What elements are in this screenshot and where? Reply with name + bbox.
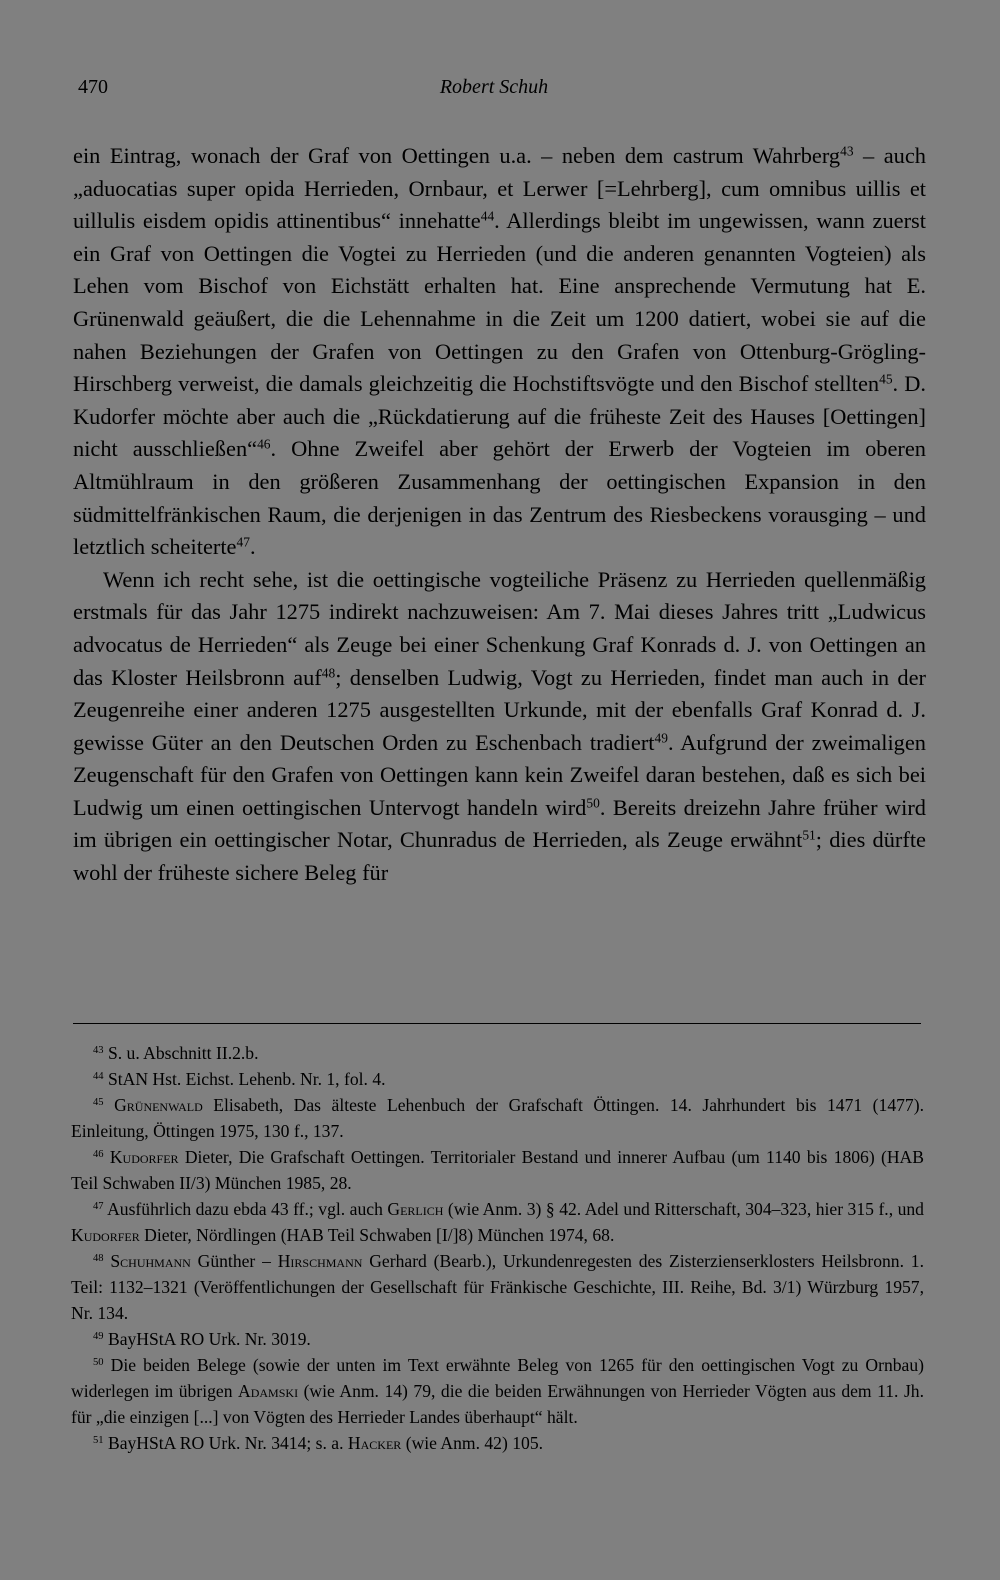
- text-run: . D. Kudorfer möchte aber auch die „Rückdatierung auf die früheste Zeit des Hauses [Oettingen] nicht ausschließen“: [73, 371, 926, 462]
- footnote-number: 45: [93, 1097, 104, 1109]
- footnote-text: Ausführlich dazu ebda 43 ff.; vgl. auch: [107, 1199, 388, 1219]
- footnote-44: [71, 1066, 924, 1092]
- author-name: Gerlich: [387, 1199, 444, 1219]
- footnote-48: [71, 1248, 924, 1326]
- footnote-ref-48[interactable]: 48: [321, 665, 336, 681]
- text-run: ; denselben Ludwig, Vogt zu Herrieden, findet man auch in der Zeugenreihe einer anderen 1275 ausgestellten Urkunde, mit der ebenfalls Graf Konrad d. J. gewisse Güter an den Deutschen Orden zu Eschenbach tradiert: [73, 664, 926, 755]
- footnotes: [71, 1040, 924, 1456]
- footnote-ref-50[interactable]: 50: [586, 795, 600, 811]
- footnote-ref-43[interactable]: 43: [840, 143, 854, 159]
- paragraph-1: [73, 140, 926, 564]
- footnote-46: [71, 1144, 924, 1196]
- running-head: Robert Schuh: [439, 76, 549, 98]
- author-name: Schuhmann: [110, 1251, 191, 1271]
- footnote-45: [71, 1092, 924, 1144]
- footnote-number: 43: [93, 1045, 104, 1057]
- footnote-50: [71, 1352, 924, 1430]
- author-name: Kudorfer: [71, 1225, 140, 1245]
- text-run: .: [249, 534, 256, 560]
- text-run: ; dies dürfte wohl der früheste sichere Beleg für: [73, 827, 926, 886]
- footnote-number: 47: [93, 1201, 104, 1213]
- text-run: . Bereits dreizehn Jahre früher wird im übrigen ein oettingischer Notar, Chunradus de Herrieden, als Zeuge erwähnt: [73, 794, 926, 853]
- text-run: . Ohne Zweifel aber gehört der Erwerb der Vogteien im oberen Altmühlraum in den größeren Zusammenhang der oettingischen Expansion in den südmittelfränkischen Raum, die derjenigen in das Zentrum des Riesbeckens vorausging – und letztlich scheiterte: [73, 436, 926, 560]
- footnote-text: BayHStA RO Urk. Nr. 3019.: [107, 1329, 311, 1349]
- footnote-51: [71, 1430, 924, 1456]
- footnote-text: (wie Anm. 3) § 42. Adel und Ritterschaft, 304–323, hier 315 f., und: [443, 1199, 924, 1219]
- footnote-text: Dieter, Nördlingen (HAB Teil Schwaben [I/]8) München 1974, 68.: [139, 1225, 615, 1245]
- author-name: Hirschmann: [277, 1251, 363, 1271]
- footnote-text: Günther –: [190, 1251, 278, 1271]
- text-run: . Aufgrund der zweimaligen Zeugenschaft für den Grafen von Oettingen kann kein Zweifel daran bestehen, daß es sich bei Ludwig um einen oettingischen Untervogt handeln wird: [73, 729, 926, 820]
- footnote-divider: [73, 1023, 921, 1024]
- footnote-text: BayHStA RO Urk. Nr. 3414; s. a.: [107, 1433, 348, 1453]
- footnote-ref-44[interactable]: 44: [480, 208, 495, 224]
- footnote-number: 46: [93, 1149, 104, 1161]
- footnote-text: S. u. Abschnitt II.2.b.: [107, 1043, 259, 1063]
- footnote-ref-46[interactable]: 46: [257, 436, 271, 452]
- footnote-number: 44: [93, 1071, 104, 1083]
- main-text: [73, 140, 926, 890]
- footnote-47: [71, 1196, 924, 1248]
- footnote-number: 49: [93, 1331, 104, 1343]
- text-run: Wenn ich recht sehe, ist die oettingische vogteiliche Präsenz zu Herrieden quellenmäßig erstmals für das Jahr 1275 indirekt nachzuweisen: Am 7. Mai dieses Jahres tritt „Ludwicus advocatus de Herrieden“ als Zeuge bei einer Schenkung Graf Konrads d. J. von Oettingen an das Kloster Heilsbronn auf: [73, 566, 926, 690]
- author-name: Kudorfer: [109, 1147, 179, 1167]
- footnote-43: [71, 1040, 924, 1066]
- page-number: 470: [78, 76, 108, 98]
- footnote-text: Dieter, Die Grafschaft Oettingen. Territorialer Bestand und innerer Aufbau (um 1140 bis 1806) (HAB Teil Schwaben II/3) München 1985, 28.: [71, 1147, 924, 1193]
- footnote-text: Elisabeth, Das älteste Lehenbuch der Grafschaft Öttingen. 14. Jahrhundert bis 1471 (1477). Einleitung, Öttingen 1975, 130 f., 137.: [71, 1095, 924, 1141]
- footnote-text: StAN Hst. Eichst. Lehenb. Nr. 1, fol. 4.: [107, 1069, 386, 1089]
- footnote-number: 48: [93, 1253, 104, 1265]
- footnote-49: [71, 1326, 924, 1352]
- footnote-text: (wie Anm. 14) 79, die die beiden Erwähnungen von Herrieder Vögten aus dem 11. Jh. für „die einzigen [...] von Vögten des Herrieder Landes überhaupt“ hält.: [71, 1381, 925, 1427]
- footnote-text: Die beiden Belege (sowie der unten im Text erwähnte Beleg von 1265 für den oettingischen Vogt zu Ornbau) widerlegen im übrigen: [71, 1355, 924, 1401]
- footnote-text: (wie Anm. 42) 105.: [401, 1433, 544, 1453]
- footnote-number: 50: [93, 1357, 104, 1369]
- footnote-ref-49[interactable]: 49: [654, 730, 668, 746]
- text-run: – auch „aduocatias super opida Herrieden, Ornbaur, et Lerwer [=Lehrberg], cum omnibus uillis et uillulis eisdem opidis attinentibus“ innehatte: [73, 143, 926, 234]
- author-name: Grünenwald: [114, 1095, 203, 1115]
- page-header: [78, 76, 910, 104]
- text-run: ein Eintrag, wonach der Graf von Oettingen u.a. – neben dem castrum Wahrberg: [73, 143, 841, 168]
- footnote-text: Gerhard (Bearb.), Urkundenregesten des Zisterzienserklosters Heilsbronn. 1. Teil: 1132–1321 (Veröffentlichungen der Gesellschaft für Fränkische Geschichte, III. Reihe, Bd. 3/1) Würzburg 1957, Nr. 134.: [71, 1251, 924, 1323]
- footnote-ref-47[interactable]: 47: [236, 534, 250, 550]
- footnote-ref-45[interactable]: 45: [879, 371, 893, 387]
- text-run: . Allerdings bleibt im ungewissen, wann zuerst ein Graf von Oettingen die Vogtei zu Herrieden (und die anderen genannten Vogteien) als Lehen vom Bischof von Eichstätt erhalten hat. Eine ansprechende Vermutung hat E. Grünenwald geäußert, die die Lehennahme in die Zeit um 1200 datiert, wobei sie auf die nahen Beziehungen der Grafen von Oettingen zu den Grafen von Ottenburg-Grögling-Hirschberg verweist, die damals gleichzeitig die Hochstiftsvögte und den Bischof stellten: [73, 208, 926, 397]
- author-name: Hacker: [347, 1433, 402, 1453]
- footnote-number: 51: [93, 1435, 104, 1447]
- footnote-ref-51[interactable]: 51: [802, 828, 816, 844]
- author-name: Adamski: [238, 1381, 299, 1401]
- paragraph-2: [73, 564, 926, 890]
